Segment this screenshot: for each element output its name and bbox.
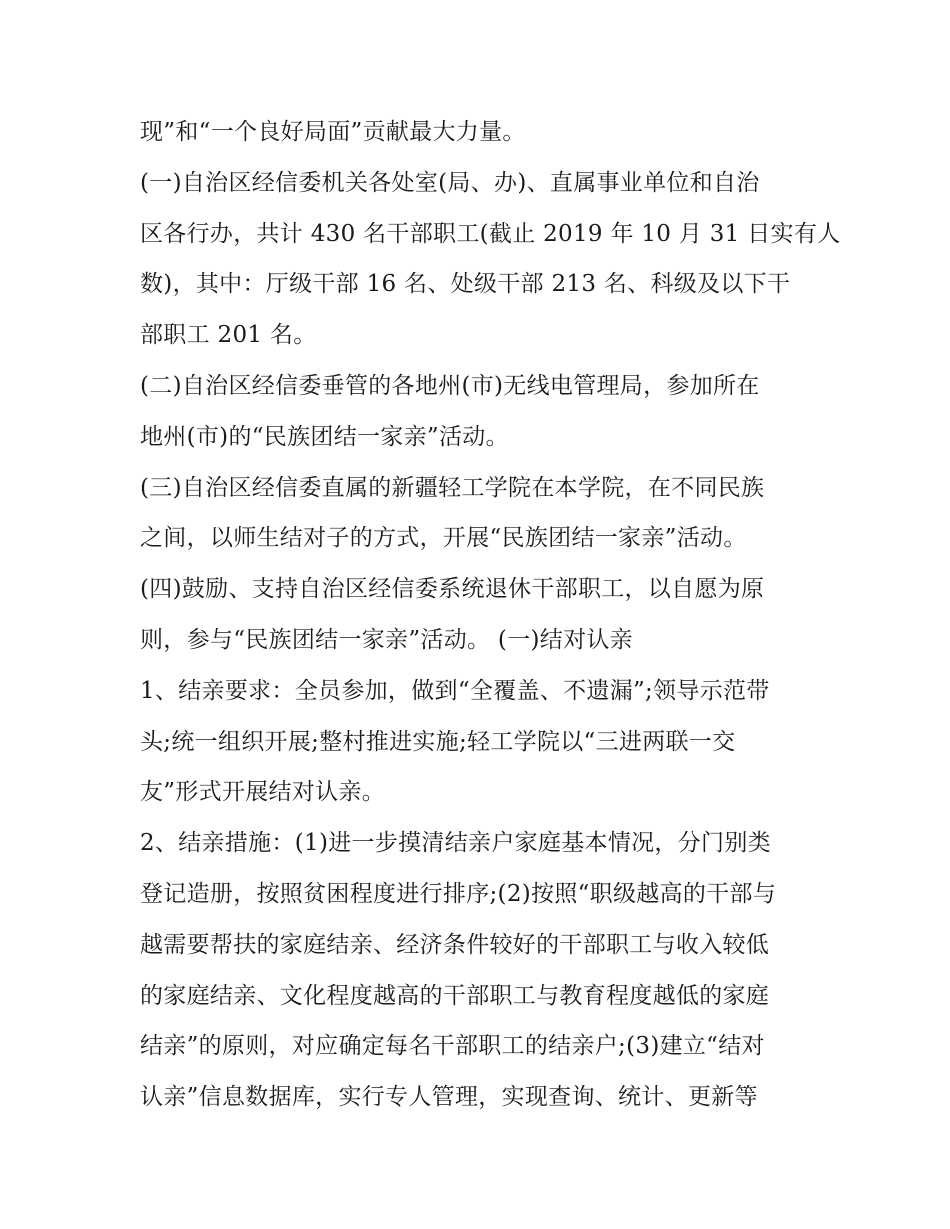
text-line: (一)自治区经信委机关各处室(局、办)、直属事业单位和自治 (140, 169, 760, 196)
text-line: 之间，以师生结对子的方式，开展“民族团结一家亲”活动。 (140, 525, 747, 552)
text-line: 友”形式开展结对认亲。 (140, 779, 386, 806)
text-line: (四)鼓励、支持自治区经信委系统退休干部职工，以自愿为原 (140, 576, 765, 603)
text-line: 越需要帮扶的家庭结亲、经济条件较好的干部职工与收入较低 (140, 931, 770, 958)
text-line: 现”和“一个良好局面”贡献最大力量。 (140, 119, 526, 145)
text-line: 头;统一组织开展;整村推进实施;轻工学院以“三进两联一交 (140, 728, 736, 755)
text-line: 结亲”的原则，对应确定每名干部职工的结亲户;(3)建立“结对 (140, 1033, 765, 1060)
text-line: (三)自治区经信委直属的新疆轻工学院在本学院，在不同民族 (140, 474, 765, 501)
text-line: 数)，其中：厅级干部 16 名、处级干部 213 名、科级及以下干 (140, 271, 791, 298)
text-line: 2、结亲措施：(1)进一步摸清结亲户家庭基本情况，分门别类 (140, 830, 771, 857)
document-body (140, 107, 841, 1123)
text-line: (二)自治区经信委垂管的各地州(市)无线电管理局，参加所在 (140, 372, 760, 399)
text-line: 登记造册，按照贫困程度进行排序;(2)按照“职级越高的干部与 (140, 880, 777, 907)
text-line: 则，参与“民族团结一家亲”活动。 (一)结对认亲 (140, 626, 633, 653)
text-line: 认亲”信息数据库，实行专人管理，实现查询、统计、更新等 (140, 1084, 758, 1111)
text-line: 1、结亲要求：全员参加，做到“全覆盖、不遗漏”;领导示范带 (140, 677, 770, 704)
text-line: 的家庭结亲、文化程度越高的干部职工与教育程度越低的家庭 (140, 982, 770, 1009)
text-line: 部职工 201 名。 (140, 322, 317, 349)
text-line: 区各行办，共计 430 名干部职工(截止 2019 年 10 月 31 日实有人 (140, 220, 841, 247)
text-line: 地州(市)的“民族团结一家亲”活动。 (140, 423, 509, 450)
